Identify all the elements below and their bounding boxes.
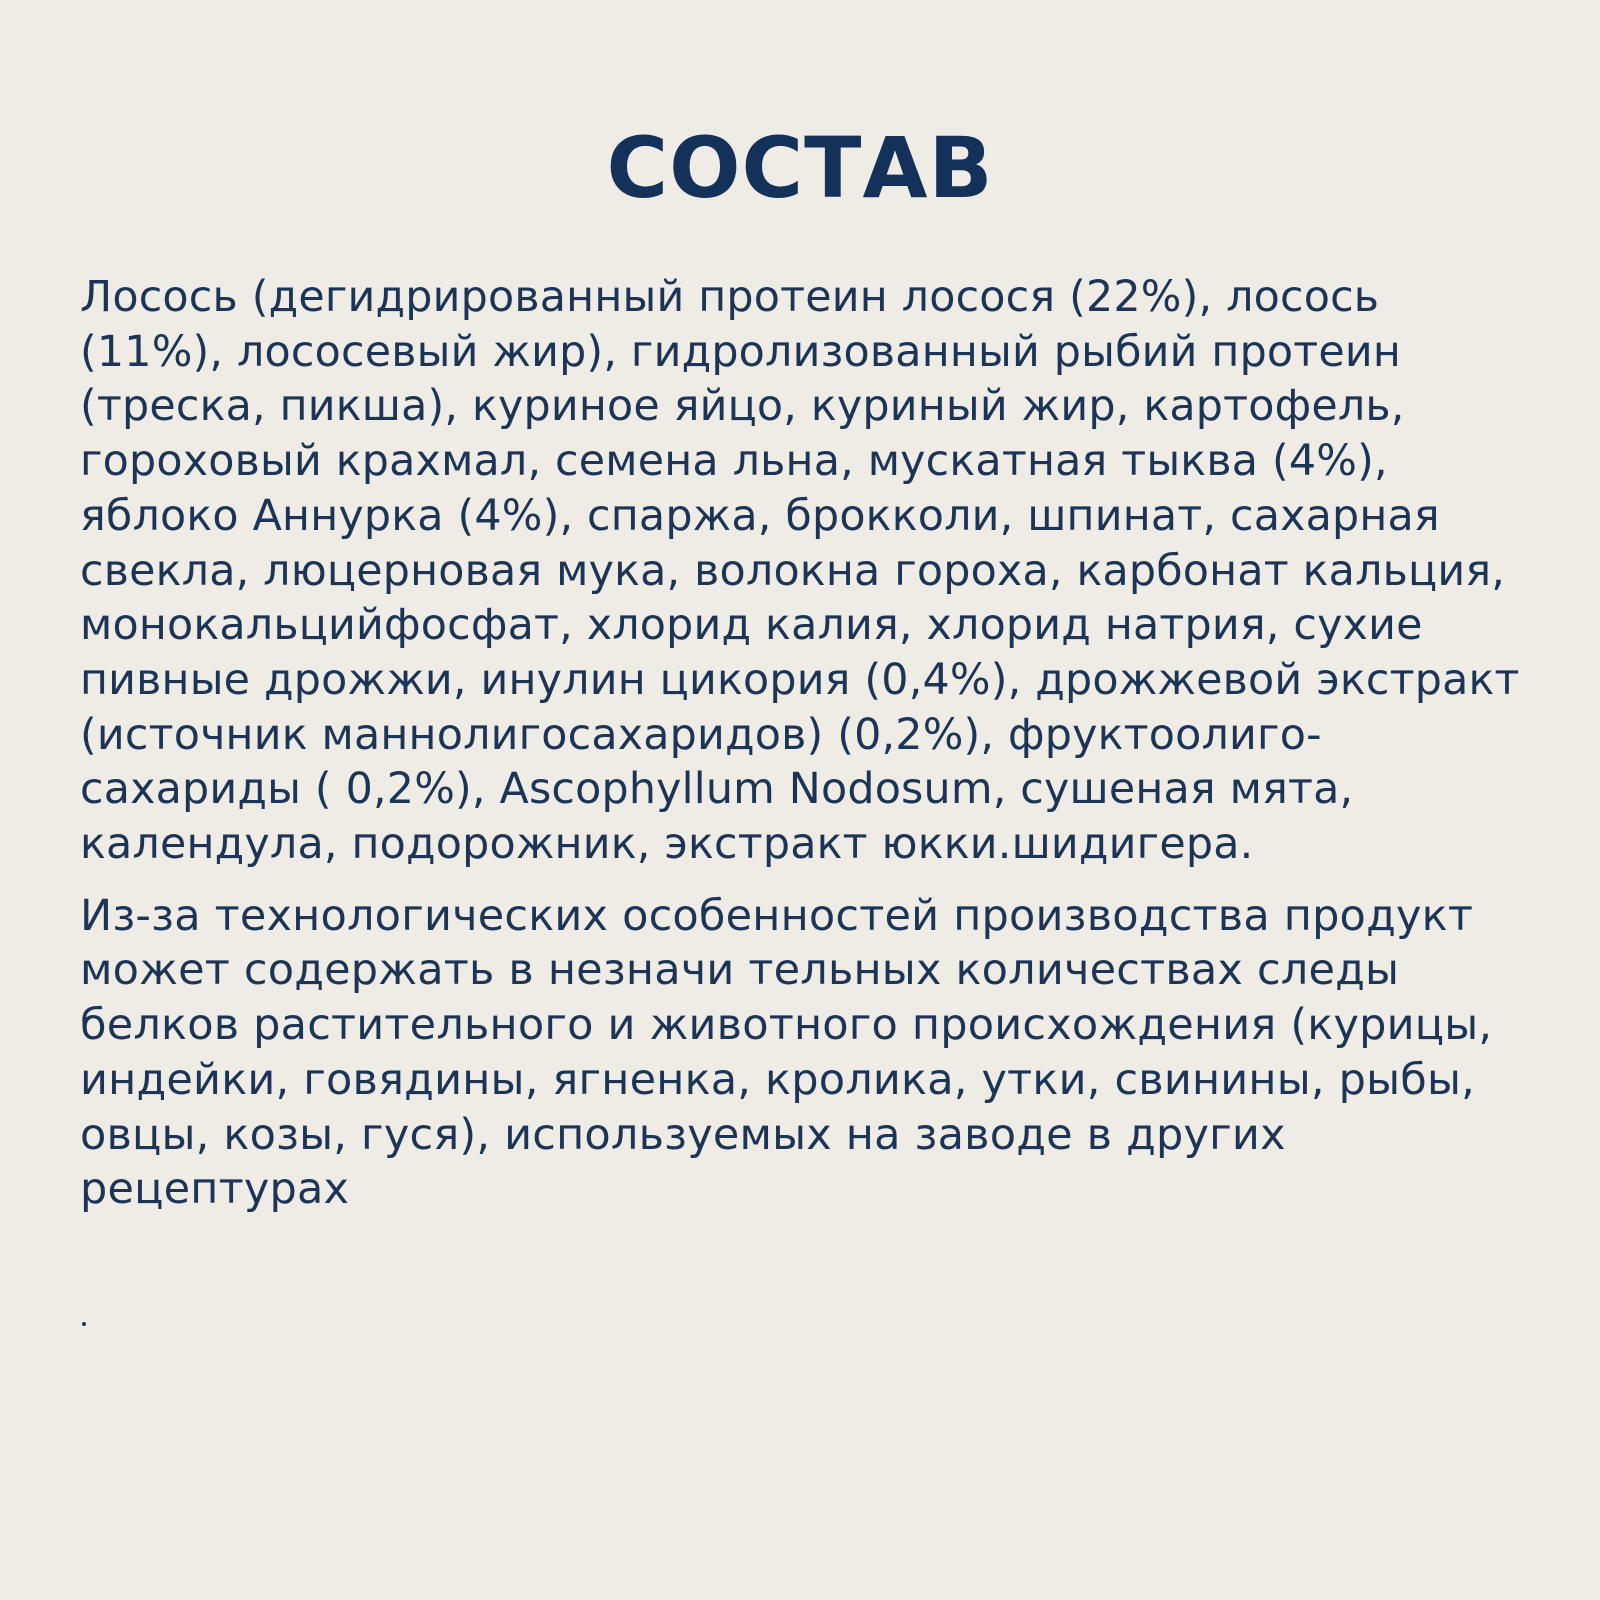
composition-line: яблоко Аннурка (4%), спаржа, брокколи, шпинат, сахарная — [80, 490, 1440, 541]
allergen-note-paragraph — [80, 889, 1520, 1217]
composition-line: сахариды ( 0,2%), Ascophyllum Nodosum, сушеная мята, — [80, 764, 1354, 815]
composition-line: свекла, люцерновая мука, волокна гороха, карбонат кальция, — [80, 545, 1506, 596]
composition-line: (11%), лососевый жир), гидролизованный рыбий протеин — [80, 326, 1402, 377]
allergen-note-line: рецептурах — [80, 1164, 350, 1215]
composition-line: пивные дрожжи, инулин цикория (0,4%), дрожжевой экстракт — [80, 654, 1520, 705]
main-content — [80, 270, 1520, 1217]
allergen-note-line: овцы, козы, гуся), используемых на заводе в других — [80, 1109, 1286, 1160]
allergen-note-line: Из-за технологических особенностей производства продукт — [80, 890, 1474, 941]
composition-paragraph — [80, 270, 1520, 872]
allergen-note-line: белков растительного и животного происхождения (курицы, — [80, 1000, 1493, 1051]
allergen-note-line: может содержать в незначи тельных количествах следы — [80, 945, 1400, 996]
composition-line: (источник маннолигосахаридов) (0,2%), фруктоолиго- — [80, 709, 1322, 760]
composition-line: монокальцийфосфат, хлорид калия, хлорид натрия, сухие — [80, 600, 1423, 651]
page-title: СОСТАВ — [606, 119, 994, 217]
composition-line: календула, подорожник, экстракт юкки.шидигера. — [80, 819, 1254, 870]
composition-line: гороховый крахмал, семена льна, мускатная тыква (4%), — [80, 436, 1388, 487]
composition-line: (треска, пикша), куриное яйцо, куриный жир, картофель, — [80, 381, 1405, 432]
allergen-note-line: индейки, говядины, ягненка, кролика, утки, свинины, рыбы, — [80, 1054, 1476, 1105]
stray-dot-mark — [82, 1322, 86, 1326]
composition-line: Лосось (дегидрированный протеин лосося (22%), лосось — [80, 272, 1380, 322]
